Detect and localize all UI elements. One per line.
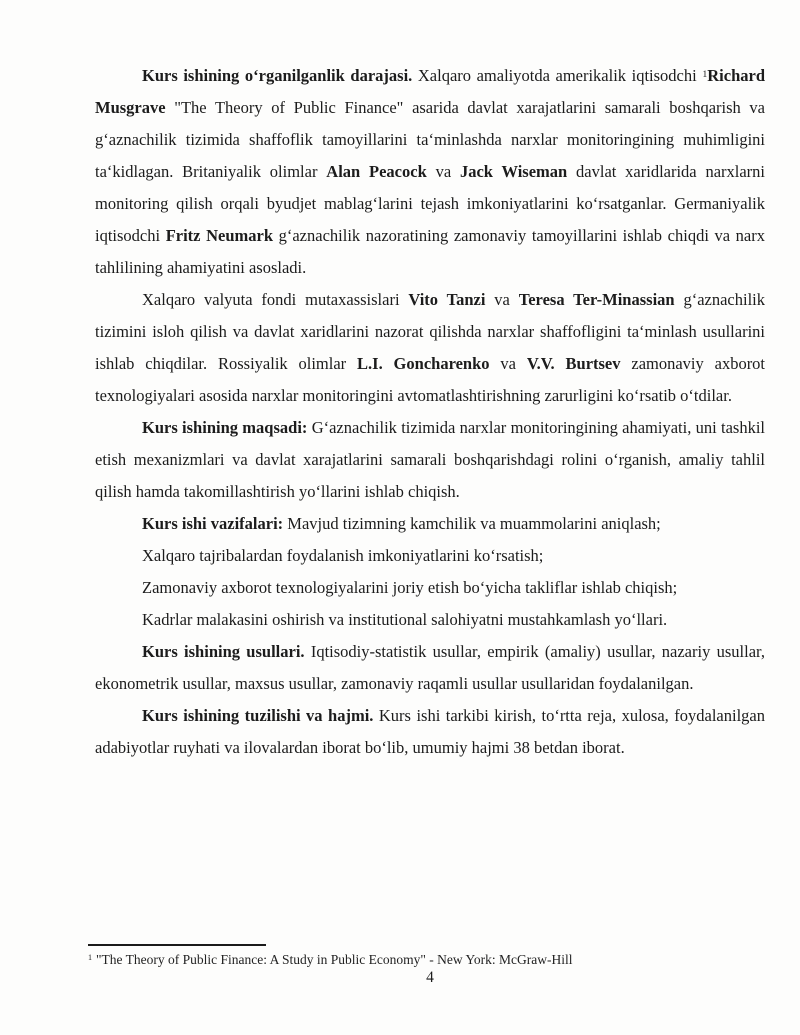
text-run: Kurs ishi vazifalari: xyxy=(142,514,288,533)
text-run: Kurs ishining usullari. xyxy=(142,642,311,661)
paragraph-course-methods xyxy=(95,636,765,700)
text-run: Jack Wiseman xyxy=(459,162,568,181)
text-run: Teresa Ter-Minassian xyxy=(518,290,675,309)
paragraph-course-structure xyxy=(95,700,765,764)
text-run: va xyxy=(426,162,460,181)
paragraph-course-tasks xyxy=(95,508,765,540)
text-run: L.I. Goncharenko xyxy=(357,354,490,373)
paragraph-imf-specialists xyxy=(95,284,765,412)
text-run: Iqtisodiy-statistik usullar, empirik (amaliy) usullar, nazariy usullar, ekonometrik usullar, maxsus usullar, zamonaviy raqamli usullar usullaridan foydalanilgan. xyxy=(95,642,765,693)
text-run: va xyxy=(489,354,527,373)
text-run: G‘aznachilik tizimida narxlar monitoringining ahamiyati, uni tashkil etish mexanizmlari va davlat xarajatlarini samarali boshqarishdagi rolini o‘rganish, amaliy tahlil qilish hamda takomillashtirish yo‘llarini ishlab chiqish. xyxy=(95,418,765,501)
footnote-marker: 1 xyxy=(88,953,93,963)
task-line-modern-it xyxy=(95,572,765,604)
text-run: Zamonaviy axborot texnologiyalarini joriy etish bo‘yicha takliflar ishlab chiqish; xyxy=(142,578,678,597)
task-line-international-experience xyxy=(95,540,765,572)
text-run: Xalqaro amaliyotda amerikalik iqtisodchi xyxy=(417,66,703,85)
text-run: Kurs ishining o‘rganilganlik darajasi. xyxy=(142,66,418,85)
task-line-personnel xyxy=(95,604,765,636)
text-run: Xalqaro tajribalardan foydalanish imkoniyatlarini ko‘rsatish; xyxy=(142,546,544,565)
text-run: Kurs ishi tarkibi kirish, to‘rtta reja, xulosa, foydalanilgan adabiyotlar ruyhati va ilovalardan iborat bo‘lib, umumiy hajmi 38 betdan iborat. xyxy=(95,706,765,757)
footnote-separator-rule xyxy=(88,944,266,946)
text-run: zamonaviy axborot texnologiyalari asosida narxlar monitoringini avtomatlashtirishning zarurligini ko‘rsatib o‘tdilar. xyxy=(95,354,766,405)
footnote-text: "The Theory of Public Finance: A Study in Public Economy" - New York: McGraw-Hill xyxy=(96,952,573,967)
text-run: davlat xaridlarida narxlarni monitoring qilish orqali byudjet mablag‘larini tejash imkoniyatlarini ko‘rsatganlar. Germaniyalik iqtisodchi xyxy=(95,162,766,245)
footnote-reference: 1 xyxy=(702,68,708,80)
paragraph-study-degree xyxy=(95,60,765,284)
text-run: va xyxy=(485,290,519,309)
text-run: Alan Peacock xyxy=(326,162,427,181)
text-run: Richard Musgrave xyxy=(95,66,765,117)
text-run: g‘aznachilik nazoratining zamonaviy tamoyillarini ishlab chiqdi va narx tahlilining ahamiyatini asosladi. xyxy=(95,226,765,277)
text-run: Kadrlar malakasini oshirish va institutional salohiyatni mustahkamlash yo‘llari. xyxy=(142,610,668,629)
paragraph-course-aim xyxy=(95,412,765,508)
page-number: 4 xyxy=(426,969,434,986)
text-run: g‘aznachilik tizimini isloh qilish va davlat xaridlarini nazorat qilishda narxlar shaffofligini ta‘minlash usullarini ishlab chiqdilar. Rossiyalik olimlar xyxy=(95,290,765,373)
text-run: Kurs ishining maqsadi: xyxy=(142,418,312,437)
text-run: Fritz Neumark xyxy=(165,226,274,245)
text-run: Xalqaro valyuta fondi mutaxassislari xyxy=(142,290,409,309)
text-run: Mavjud tizimning kamchilik va muammolarini aniqlash; xyxy=(287,514,661,533)
text-run: Vito Tanzi xyxy=(408,290,486,309)
page-body-text xyxy=(95,60,765,764)
text-run: "The Theory of Public Finance" asarida davlat xarajatlarini samarali boshqarish va g‘aznachilik tizimida shaffoflik tamoyillarini ta‘minlashda narxlar monitoringining muhimligini ta‘kidlagan. Britaniyalik olimlar xyxy=(95,98,765,181)
footnote xyxy=(88,951,760,968)
text-run: V.V. Burtsev xyxy=(526,354,621,373)
text-run: Kurs ishining tuzilishi va hajmi. xyxy=(142,706,379,725)
footnote-area xyxy=(88,944,760,968)
